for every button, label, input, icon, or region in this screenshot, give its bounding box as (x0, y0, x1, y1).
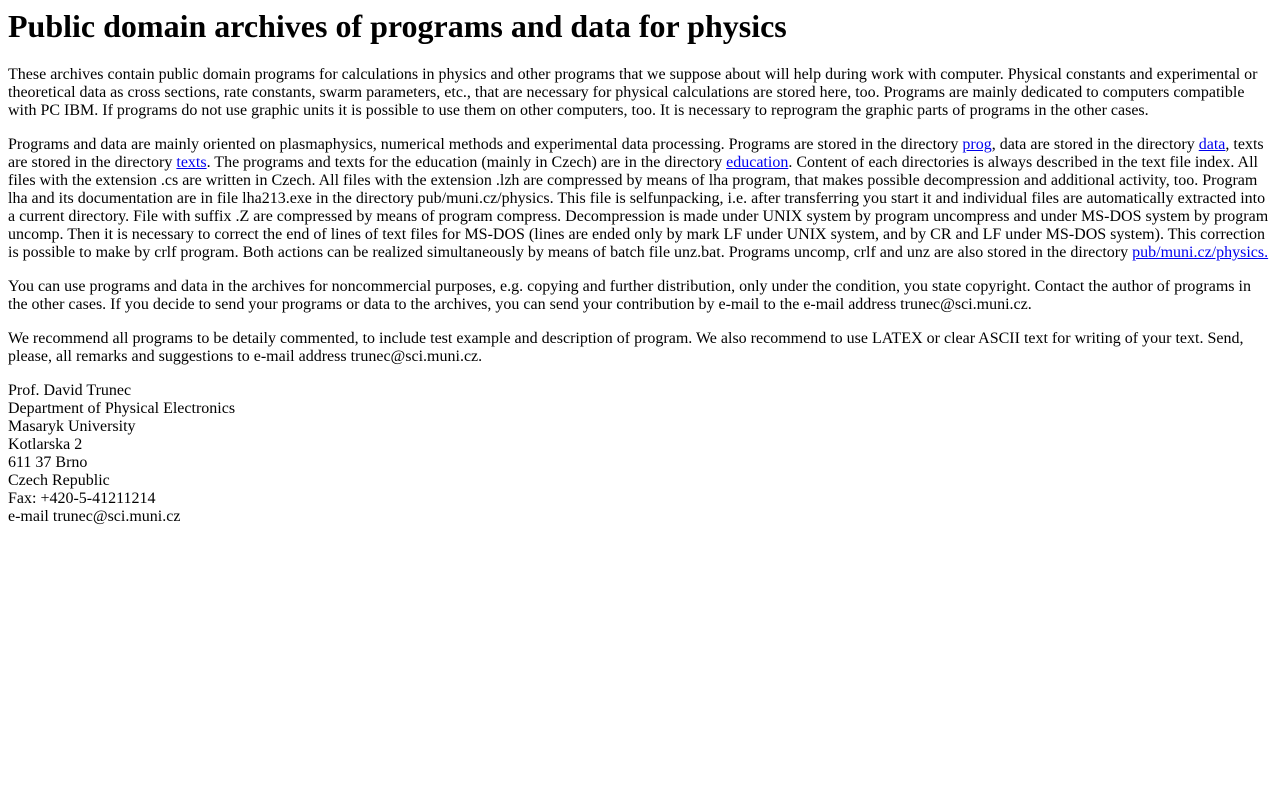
directories-paragraph (8, 136, 1272, 262)
address-university: Masaryk University (8, 418, 136, 435)
recommend-paragraph: We recommend all programs to be detaily commented, to include test example and description of program. We also recommend to use LATEX or clear ASCII text for writing of your text. Send, please, all remarks and suggestions to e-mail address trunec@sci.muni.cz. (8, 330, 1244, 365)
physics-directory-link[interactable]: pub/muni.cz/physics. (1132, 244, 1269, 261)
usage-paragraph: You can use programs and data in the archives for noncommercial purposes, e.g. copying and further distribution, only under the condition, you state copyright. Contact the author of programs in the other cases. If you decide to send your programs or data to the archives, you can send your contribution by e-mail to the e-mail address trunec@sci.muni.cz. (8, 278, 1251, 313)
directories-text-2: , data are stored in the directory (991, 136, 1199, 153)
intro-paragraph: These archives contain public domain programs for calculations in physics and other programs that we suppose about will help during work with computer. Physical constants and experimental or theoretical data as cross sections, rate constants, swarm parameters, etc., that are necessary for physical calculations are stored here, too. Programs are mainly dedicated to computers compatible with PC IBM. If programs do not use graphic units it is possible to use them on other computers, too. It is necessary to reprogram the graphic parts of programs in the other cases. (8, 66, 1258, 119)
address-name: Prof. David Trunec (8, 382, 132, 399)
address-city: 611 37 Brno (8, 454, 88, 471)
address-department: Department of Physical Electronics (8, 400, 236, 417)
texts-link[interactable]: texts (176, 154, 207, 171)
data-link[interactable]: data (1198, 136, 1226, 153)
page-title: Public domain archives of programs and data for physics (8, 8, 787, 44)
directories-text-5: . Content of each directories is always described in the text file index. All files with the extension .cs are written in Czech. All files with the extension .lzh are compressed by means of lha program, that makes possible decompression and additional activity, too. Program lha and its documentation are in file lha213.exe in the directory pub/muni.cz/physics. This file is selfunpacking, i.e. after transferring you start it and individual files are automatically extracted into a current directory. File with suffix .Z are compressed by means of program compress. Decompression is made under UNIX system by program uncompress and under MS-DOS system by program uncomp. Then it is necessary to correct the end of lines of text files for MS-DOS (lines are ended only by mark LF under UNIX system, and by CR and LF under MS-DOS system). This correction is possible to make by crlf program. Both actions can be realized simultaneously by means of batch file unz.bat. Programs uncomp, crlf and unz are also stored in the directory (8, 154, 1269, 261)
address-country: Czech Republic (8, 472, 110, 489)
prog-link[interactable]: prog (962, 136, 992, 153)
address-email: e-mail trunec@sci.muni.cz (8, 508, 181, 525)
directories-text-1: Programs and data are mainly oriented on plasmaphysics, numerical methods and experimental data processing. Programs are stored in the directory (8, 136, 963, 153)
directories-text-4: . The programs and texts for the education (mainly in Czech) are in the directory (206, 154, 727, 171)
address-street: Kotlarska 2 (8, 436, 83, 453)
directories-text-3: , texts are stored in the directory (8, 136, 1264, 171)
address-fax: Fax: +420-5-41211214 (8, 490, 156, 507)
contact-address (8, 382, 1272, 526)
education-link[interactable]: education (726, 154, 789, 171)
